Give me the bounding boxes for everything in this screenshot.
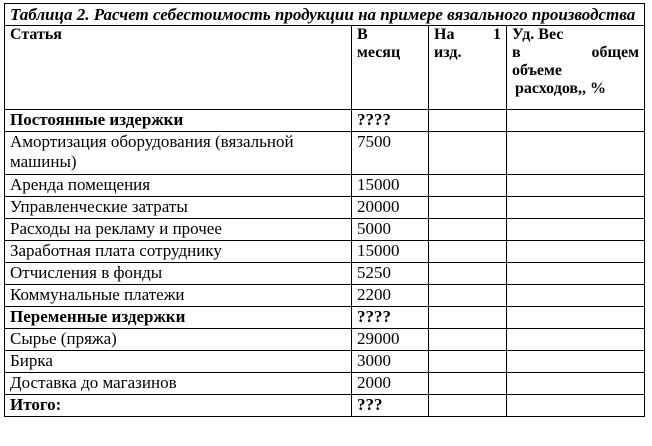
- row-per-item: [429, 395, 507, 417]
- header-per-item: На 1 изд.: [429, 26, 507, 110]
- row-value: 15000: [352, 241, 429, 263]
- row-value: 7500: [352, 132, 429, 175]
- row-label: Сырье (пряжа): [5, 329, 352, 351]
- row-label: Аренда помещения: [5, 175, 352, 197]
- row-share: [507, 373, 645, 395]
- row-label: Расходы на рекламу и прочее: [5, 219, 352, 241]
- row-share: [507, 219, 645, 241]
- row-label: Заработная плата сотруднику: [5, 241, 352, 263]
- row-value: 5250: [352, 263, 429, 285]
- row-per-item: [429, 329, 507, 351]
- row-per-item: [429, 175, 507, 197]
- table-row: [5, 395, 645, 417]
- row-label: Отчисления в фонды: [5, 263, 352, 285]
- table-row: [5, 351, 645, 373]
- row-share: [507, 285, 645, 307]
- row-per-item: [429, 263, 507, 285]
- row-share: [507, 395, 645, 417]
- table-row: [5, 132, 645, 175]
- row-value: 15000: [352, 175, 429, 197]
- row-value: 3000: [352, 351, 429, 373]
- row-share: [507, 351, 645, 373]
- row-per-item: [429, 351, 507, 373]
- table-row: [5, 307, 645, 329]
- row-label: Доставка до магазинов: [5, 373, 352, 395]
- row-per-item: [429, 219, 507, 241]
- row-per-item: [429, 307, 507, 329]
- row-share: [507, 329, 645, 351]
- table-row: [5, 285, 645, 307]
- row-per-item: [429, 197, 507, 219]
- row-label: Бирка: [5, 351, 352, 373]
- row-share: [507, 110, 645, 132]
- cost-table: [4, 3, 645, 417]
- table-row: [5, 263, 645, 285]
- row-per-item: [429, 373, 507, 395]
- row-value: 5000: [352, 219, 429, 241]
- row-value: 2000: [352, 373, 429, 395]
- row-label: Амортизация оборудования (вязальной машины): [5, 132, 352, 175]
- row-value: ???: [352, 395, 429, 417]
- row-label: Итого:: [5, 395, 352, 417]
- row-label: Коммунальные платежи: [5, 285, 352, 307]
- row-value: ????: [352, 110, 429, 132]
- row-share: [507, 307, 645, 329]
- row-share: [507, 197, 645, 219]
- row-share: [507, 132, 645, 175]
- table-row: [5, 110, 645, 132]
- row-per-item: [429, 110, 507, 132]
- row-per-item: [429, 285, 507, 307]
- row-value: 29000: [352, 329, 429, 351]
- header-share: Уд. Вес в общем объеме расходов,, %: [507, 26, 645, 110]
- row-label: Управленческие затраты: [5, 197, 352, 219]
- row-per-item: [429, 132, 507, 175]
- table-row: [5, 241, 645, 263]
- row-value: 20000: [352, 197, 429, 219]
- table-row: [5, 197, 645, 219]
- header-per-month: В месяц: [352, 26, 429, 110]
- row-share: [507, 175, 645, 197]
- header-article: Статья: [5, 26, 352, 110]
- row-value: 2200: [352, 285, 429, 307]
- row-share: [507, 263, 645, 285]
- table-row: [5, 175, 645, 197]
- row-share: [507, 241, 645, 263]
- row-label: Постоянные издержки: [5, 110, 352, 132]
- table-caption: Таблица 2. Расчет себестоимость продукции на примере вязального производства: [5, 4, 645, 26]
- row-per-item: [429, 241, 507, 263]
- row-label: Переменные издержки: [5, 307, 352, 329]
- table-row: [5, 219, 645, 241]
- table-row: [5, 373, 645, 395]
- row-value: ????: [352, 307, 429, 329]
- table-row: [5, 329, 645, 351]
